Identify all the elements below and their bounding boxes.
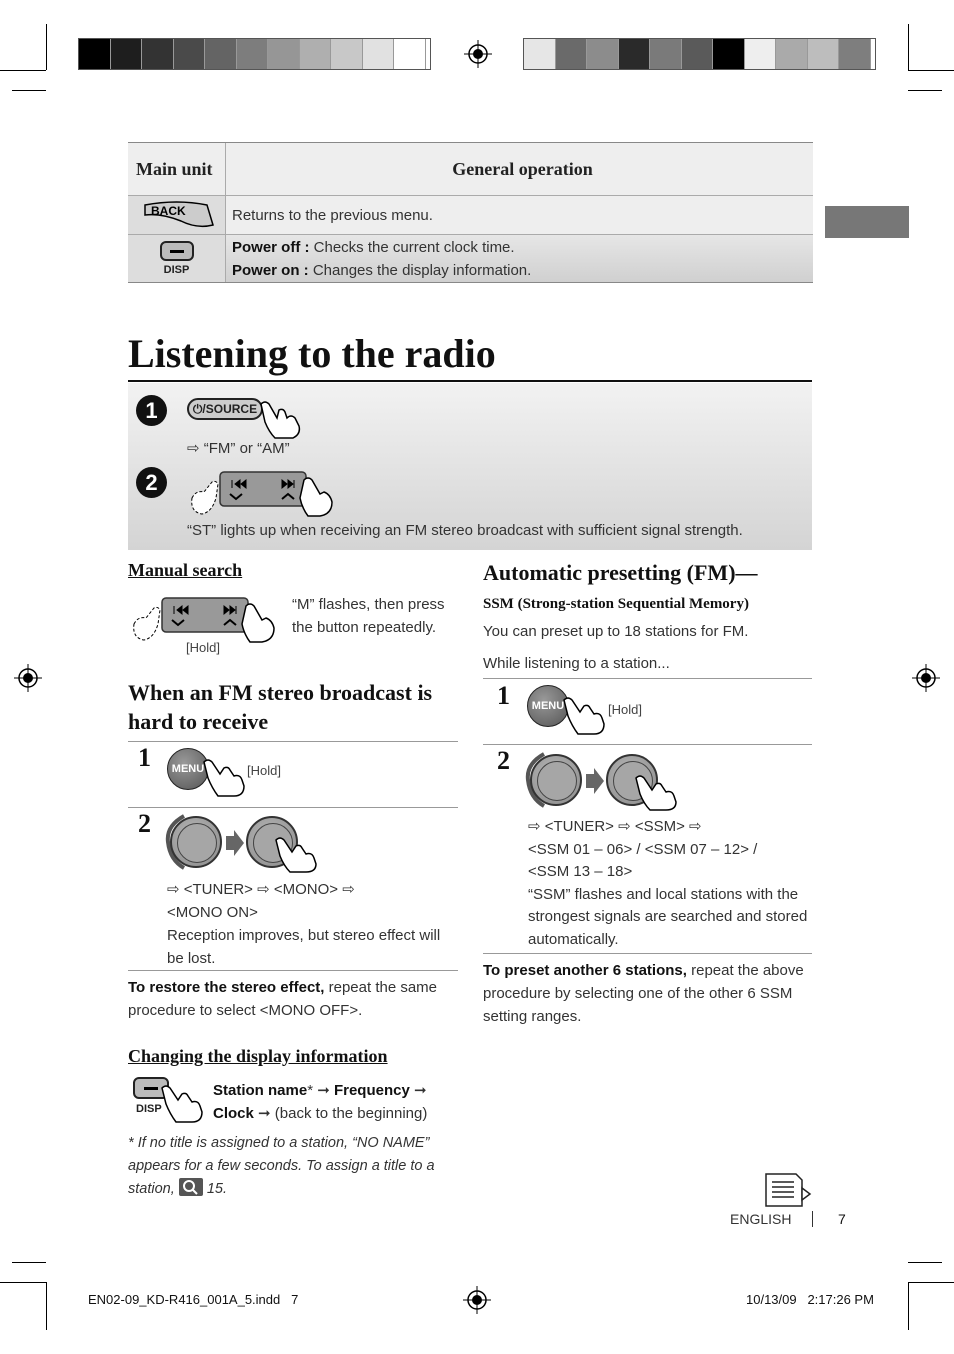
pressing-hand-icon [632,772,678,812]
disp-description [226,235,813,282]
ssm-step-1-hold: [Hold] [608,702,642,717]
disp-button-icon [160,241,194,261]
footer-date: 10/13/09 2:17:26 PM [746,1292,874,1307]
registration-mark-icon [464,40,492,68]
print-color-bar-right [523,38,876,70]
mono-on-option: <MONO ON> [167,904,258,921]
ssm-subheading: SSM (Strong-station Sequential Memory) [483,596,749,612]
back-description: Returns to the previous menu. [232,206,433,224]
clock-label: Clock [213,1105,254,1122]
crop-mark [908,24,909,70]
color-swatch [363,39,395,69]
registration-mark-icon [912,664,940,692]
table-row [128,235,813,282]
power-off-text: Checks the current clock time. [309,238,515,256]
crop-mark [12,1262,46,1263]
pressing-hand-icon [272,834,318,874]
back-button-cell [128,196,226,234]
crop-mark [908,70,954,71]
step-2-badge: 2 [136,467,167,498]
crop-mark [908,1282,909,1330]
station-name-footnote-mark: * [307,1082,314,1099]
registration-mark-icon [14,664,42,692]
manual-search-desc: “M” flashes, then press the button repeatedly. [292,596,445,636]
search-reference-icon [179,1178,203,1196]
crop-mark [908,90,942,91]
menu-button-icon: MENU [527,685,569,727]
color-swatch [808,39,840,69]
mono-effect-note: Reception improves, but stereo effect will be lost. [167,927,441,967]
seek-buttons-icon [186,468,342,520]
ssm-ranges-1: <SSM 01 – 06> / <SSM 07 – 12> / [528,840,758,858]
ssm-while: While listening to a station... [483,655,670,672]
station-footnote [128,1132,458,1201]
footnote-text: If no title is assigned to a station, “NO NAME” appears for a few seconds. To assign a title to a station, [128,1135,435,1197]
ssm-ranges-2: <SSM 13 – 18> [528,863,633,880]
color-swatch [682,39,714,69]
color-swatch [776,39,808,69]
title-rule [128,380,812,382]
fm-step-1-number: 1 [138,743,151,772]
disp-button-cell [128,235,226,282]
document-icon [764,1172,814,1208]
color-swatch [619,39,651,69]
footnote-page: 15. [206,1181,227,1197]
table-header-general-operation: General operation [452,158,593,179]
crop-mark [908,1282,954,1283]
crop-mark [908,1262,942,1263]
source-button-icon: ⏻/SOURCE [187,398,263,420]
table-header-row [128,143,813,196]
divider [483,744,812,745]
ssm-step-2-text: ⇨ <TUNER> ⇨ <SSM> ⇨ <SSM 01 – 06> / <SSM 07 – 12> / <SSM 13 – 18> “SSM” flashes and local stations with the strongest signals are searched and stored automatically. [528,816,810,951]
color-swatch [142,39,174,69]
color-swatch [556,39,588,69]
crop-mark [12,90,46,91]
mono-menu: <MONO> [273,881,339,898]
menu-button-icon: MENU [167,748,209,790]
crop-mark [46,24,47,70]
color-swatch [268,39,300,69]
ssm-tuner-menu: <TUNER> [544,818,614,835]
ssm-step-1-number: 1 [497,681,510,710]
table-header-main-unit: Main unit [128,143,226,195]
color-swatch [587,39,619,69]
divider [128,970,458,971]
pressing-hand-icon [560,694,608,736]
power-off-label: Power off : [232,238,310,256]
color-swatch [111,39,143,69]
color-swatch [524,39,556,69]
crop-mark [46,1282,47,1330]
ssm-intro: You can preset up to 18 stations for FM. [483,623,749,640]
station-name-label: Station name [213,1082,308,1099]
fm-step-1-hold: [Hold] [247,763,281,778]
color-swatch [650,39,682,69]
back-to-beginning: (back to the beginning) [274,1105,428,1122]
manual-search-hold: [Hold] [186,640,220,655]
result-arrow-icon: ⇨ [187,440,204,457]
color-swatch [839,39,871,69]
display-cycle: Station name* ➞ Frequency ➞ Clock ➞ (back to the beginning) [213,1082,428,1122]
manual-search-heading: Manual search [128,560,243,580]
color-swatch [79,39,111,69]
print-color-bar-left [78,38,431,70]
registration-mark-icon [463,1286,491,1314]
frequency-label: Frequency [333,1082,410,1099]
divider [128,741,458,742]
restore-stereo-label: To restore the stereo effect, [128,979,325,996]
footer-divider [812,1211,813,1227]
color-swatch [394,39,426,69]
control-dial-icon [530,754,582,806]
pressing-hand-icon [158,1082,204,1124]
step-1-result-text: “FM” or “AM” [203,440,290,457]
footer-language: ENGLISH [730,1211,792,1227]
control-dial-icon [170,816,222,868]
table-row [128,196,813,235]
fm-stereo-heading: When an FM stereo broadcast is hard to receive [128,680,433,734]
color-swatch [174,39,206,69]
preset-another-label: To preset another 6 stations, [483,962,687,979]
ssm-description: “SSM” flashes and local stations with the strongest signals are searched and stored automatically. [528,885,808,948]
color-swatch [745,39,777,69]
step-1-badge: 1 [136,395,167,426]
pressing-hand-icon [255,400,305,440]
footer-file: EN02-09_KD-R416_001A_5.indd 7 [88,1292,299,1307]
page-title: Listening to the radio [128,331,496,376]
disp-label: DISP [136,1103,162,1115]
ssm-step-2-number: 2 [497,746,510,775]
color-swatch [300,39,332,69]
step-1-result [187,437,290,460]
arrow-right-icon [584,766,606,796]
tuner-menu: <TUNER> [183,881,253,898]
divider [483,678,812,679]
color-swatch [331,39,363,69]
pressing-hand-icon [200,756,248,798]
step-2-note: “ST” lights up when receiving an FM stereo broadcast with sufficient signal strength. [187,522,743,539]
disp-label: DISP [163,264,190,276]
ssm-menu: <SSM> [634,818,685,835]
footnote-mark: * [128,1135,134,1151]
crop-mark [0,70,46,71]
crop-mark [0,1282,46,1283]
general-operation-table [128,142,813,283]
color-swatch [713,39,745,69]
color-swatch [237,39,269,69]
fm-step-2-text: ⇨ <TUNER> ⇨ <MONO> ⇨ <MONO ON> Reception improves, but stereo effect will be lost. [167,878,457,970]
color-swatch [205,39,237,69]
page-number: 7 [838,1211,846,1227]
side-tab [825,206,909,238]
restore-stereo-note [128,976,458,1022]
divider [483,953,812,954]
svg-text:BACK: BACK [150,204,186,218]
preset-another-text: repeat the above procedure by selecting one of the other 6 SSM setting ranges. [483,962,804,1025]
restore-stereo-text: repeat the same procedure to select <MONO OFF>. [128,979,438,1019]
arrow-right-icon [224,828,246,858]
back-button-icon [137,199,217,231]
power-on-text: Changes the display information. [308,261,532,279]
power-on-label: Power on : [232,261,309,279]
preset-another-note [483,959,812,1028]
divider [128,807,458,808]
display-info-heading: Changing the display information [128,1046,388,1066]
fm-step-2-number: 2 [138,809,151,838]
auto-preset-heading: Automatic presetting (FM)— [483,560,758,585]
